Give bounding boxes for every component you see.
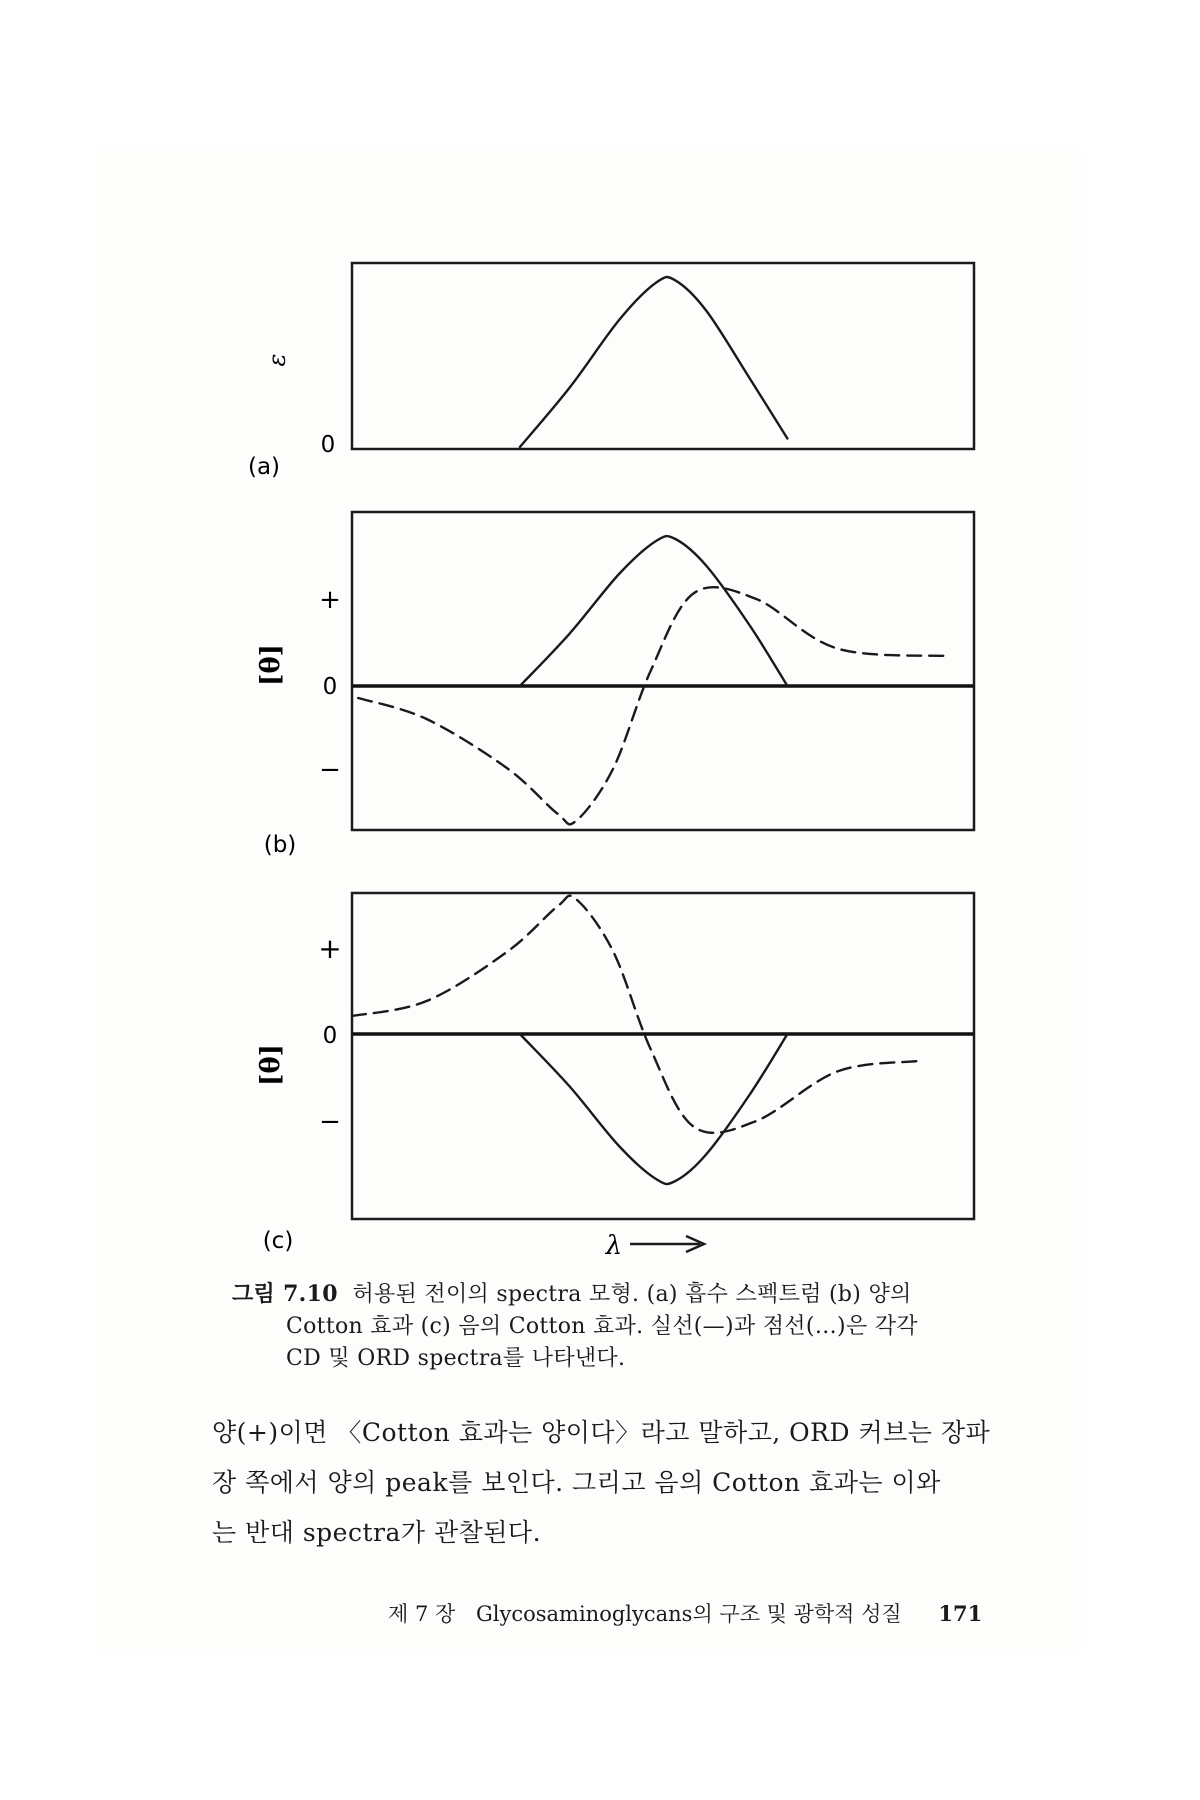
page-number: 171 (938, 1601, 983, 1626)
panel-b-frame (352, 512, 974, 830)
body-line-2: 장 쪽에서 양의 peak를 보인다. 그리고 음의 Cotton 효과는 이와 (212, 1468, 941, 1497)
body-line-3: 는 반대 spectra가 관찰된다. (212, 1518, 542, 1547)
footer-chapter: 제 7 장 (388, 1602, 456, 1626)
footer-title: Glycosaminoglycans의 구조 및 광학적 성질 (475, 1602, 902, 1626)
running-footer (388, 1598, 1028, 1628)
panel-b-solid-curve-cd (520, 536, 788, 686)
panel-c-tick-plus: + (318, 932, 342, 965)
panel-c-dashed-curve-ord (352, 896, 918, 1133)
panel-a-frame (352, 263, 974, 449)
panel-b-tick-minus: − (319, 755, 341, 785)
panel-c-curves (352, 896, 918, 1184)
panel-b (256, 512, 974, 858)
caption-text-1: 허용된 전이의 spectra 모형. (a) 흡수 스펙트럼 (b) 양의 (352, 1282, 912, 1307)
panel-b-tick-plus: + (319, 585, 341, 615)
panel-b-label: (b) (263, 832, 297, 858)
panel-c-label: (c) (262, 1228, 294, 1254)
caption-line-3: CD 및 ORD spectra를 나타낸다. (286, 1346, 626, 1371)
panel-c-frame (352, 893, 974, 1219)
figure-number: 그림 7.10 (232, 1281, 338, 1307)
panel-a-curves (520, 277, 788, 447)
panel-a-tick-zero: 0 (320, 432, 336, 458)
panel-a-y-axis-label: ε (263, 353, 291, 367)
caption-line-2: Cotton 효과 (c) 음의 Cotton 효과. 실선(—)과 점선(…)은 각각 (286, 1314, 918, 1339)
panel-c-tick-zero: 0 (322, 1023, 338, 1049)
panel-a-label: (a) (247, 454, 281, 480)
panel-b-curves (358, 536, 949, 824)
panel-c-y-axis-label: [θ] (256, 1044, 286, 1086)
panel-b-tick-zero: 0 (322, 674, 338, 700)
panel-a-solid-curve-absorption-band (520, 277, 788, 447)
panel-c (256, 893, 974, 1254)
figure-caption (232, 1278, 1072, 1375)
panel-c-tick-minus: − (319, 1107, 341, 1137)
x-axis-lambda-label: λ (605, 1231, 623, 1261)
body-paragraph (212, 1408, 1072, 1558)
caption-line-1 (232, 1278, 1072, 1311)
panel-a (248, 263, 974, 480)
body-line-1: 양(+)이면 〈Cotton 효과는 양이다〉라고 말하고, ORD 커브는 장파 (212, 1418, 991, 1447)
panel-b-dashed-curve-ord (358, 587, 949, 824)
panel-b-y-axis-label: [θ] (256, 644, 286, 686)
wavelength-axis (605, 1231, 704, 1261)
